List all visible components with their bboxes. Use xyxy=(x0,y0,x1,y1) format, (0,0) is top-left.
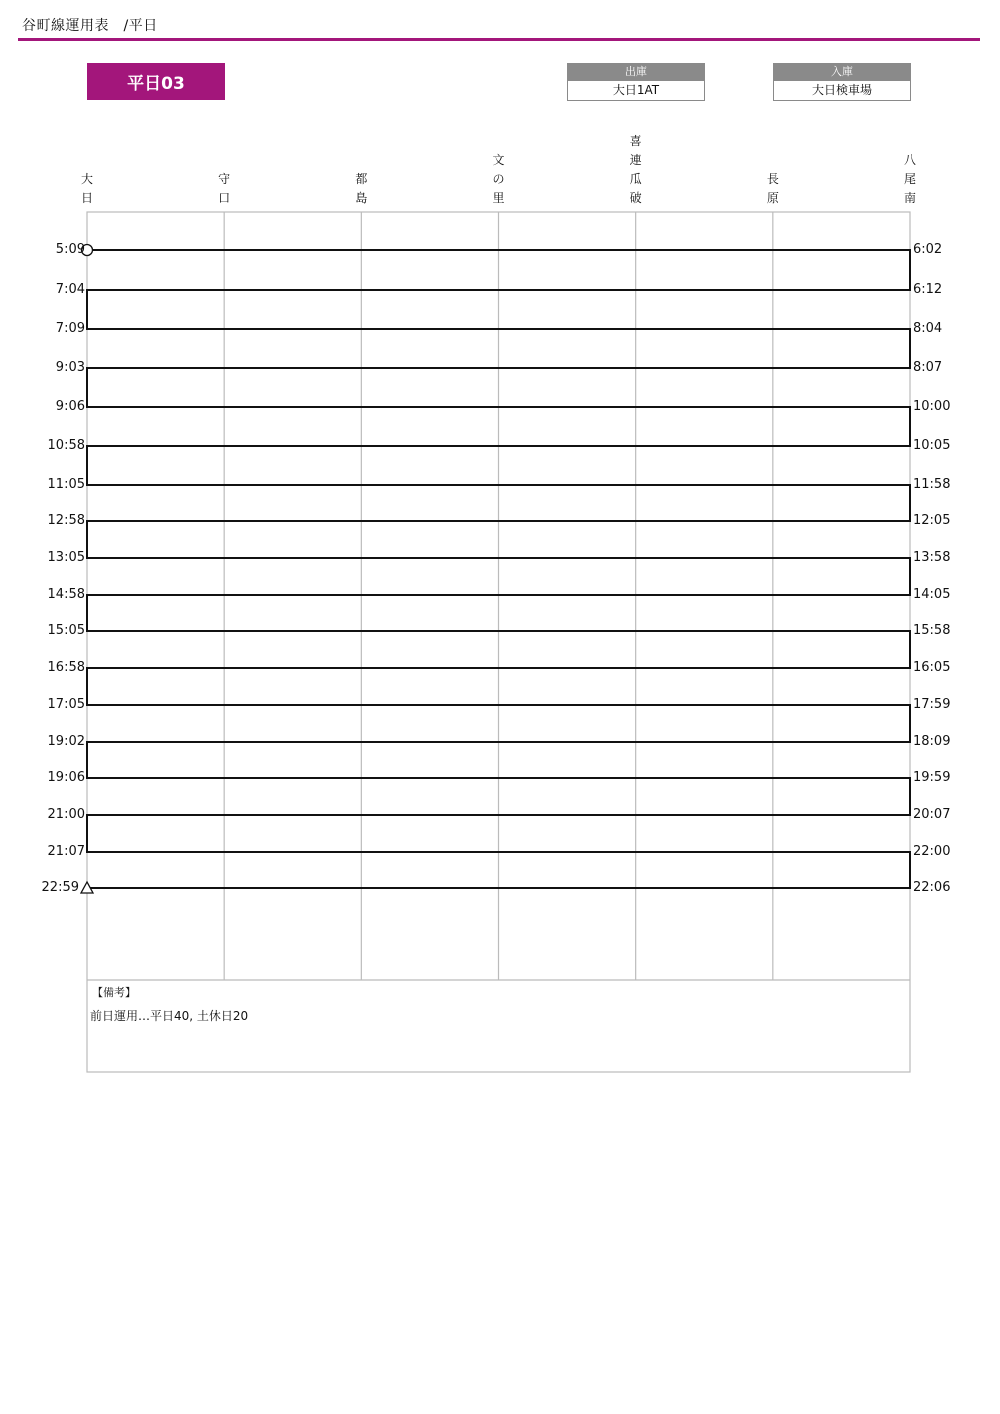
arrive-value: 大日検車場 xyxy=(773,81,911,101)
station-char: 喜 xyxy=(629,134,642,148)
departure-time-left: 15:05 xyxy=(47,623,85,638)
arrival-time-right: 8:04 xyxy=(913,321,943,336)
station-char: 島 xyxy=(355,191,368,205)
station-char: 瓜 xyxy=(629,172,642,186)
arrival-time-right: 22:06 xyxy=(913,880,951,895)
arrival-time-right: 10:00 xyxy=(913,399,951,414)
arrival-time-right: 15:58 xyxy=(913,623,951,638)
arrival-time-right: 10:05 xyxy=(913,438,951,453)
arrival-time-right: 14:05 xyxy=(913,587,951,602)
departure-time-left: 11:05 xyxy=(47,477,85,492)
departure-time-left: 5:09 xyxy=(55,242,85,257)
station-char: の xyxy=(492,172,505,186)
arrival-time-right: 22:00 xyxy=(913,844,951,859)
departure-time-left: 7:09 xyxy=(55,321,85,336)
station-char: 文 xyxy=(492,153,505,167)
departure-time-left: 16:58 xyxy=(47,660,85,675)
departure-time-left: 19:06 xyxy=(47,770,85,785)
arrival-time-right: 20:07 xyxy=(913,807,951,822)
arrival-time-right: 16:05 xyxy=(913,660,951,675)
departure-time-left: 19:02 xyxy=(47,734,85,749)
station-char: 里 xyxy=(492,191,505,205)
departure-time-left: 9:03 xyxy=(55,360,85,375)
departure-time-left: 21:07 xyxy=(47,844,85,859)
arrive-label: 入庫 xyxy=(773,63,911,81)
arrival-time-right: 19:59 xyxy=(913,770,951,785)
depart-label: 出庫 xyxy=(567,63,705,81)
departure-time-left: 13:05 xyxy=(47,550,85,565)
station-char: 原 xyxy=(766,191,779,205)
arrival-time-right: 18:09 xyxy=(913,734,951,749)
arrival-time-right: 8:07 xyxy=(913,360,943,375)
arrival-time-right: 17:59 xyxy=(913,697,951,712)
station-char: 尾 xyxy=(903,172,916,186)
station-char: 八 xyxy=(903,153,916,167)
departure-time-left: 21:00 xyxy=(47,807,85,822)
station-char: 南 xyxy=(903,191,916,205)
arrival-time-right: 13:58 xyxy=(913,550,951,565)
departure-time-left: 17:05 xyxy=(47,697,85,712)
unit-badge: 平日03 xyxy=(87,63,225,100)
station-char: 大 xyxy=(80,172,93,186)
departure-time-left: 10:58 xyxy=(47,438,85,453)
departure-time-left: 9:06 xyxy=(55,399,85,414)
departure-time-left: 22:59 xyxy=(41,880,79,895)
station-char: 破 xyxy=(629,191,642,205)
arrival-time-right: 6:02 xyxy=(913,242,943,257)
arrival-time-right: 11:58 xyxy=(913,477,951,492)
page-title: 谷町線運用表 /平日 xyxy=(22,18,158,34)
station-char: 守 xyxy=(218,172,231,186)
remarks-text: 前日運用…平日40, 土休日20 xyxy=(90,1009,249,1023)
station-char: 長 xyxy=(766,172,779,186)
arrival-time-right: 6:12 xyxy=(913,282,943,297)
arrival-time-right: 12:05 xyxy=(913,513,951,528)
station-char: 都 xyxy=(355,172,368,186)
departure-time-left: 12:58 xyxy=(47,513,85,528)
departure-time-left: 14:58 xyxy=(47,587,85,602)
station-char: 口 xyxy=(218,191,231,205)
departure-time-left: 7:04 xyxy=(55,282,85,297)
station-char: 日 xyxy=(80,191,93,205)
remarks-title: 【備考】 xyxy=(92,986,136,999)
station-char: 連 xyxy=(629,153,642,167)
depart-value: 大日1AT xyxy=(567,81,705,101)
